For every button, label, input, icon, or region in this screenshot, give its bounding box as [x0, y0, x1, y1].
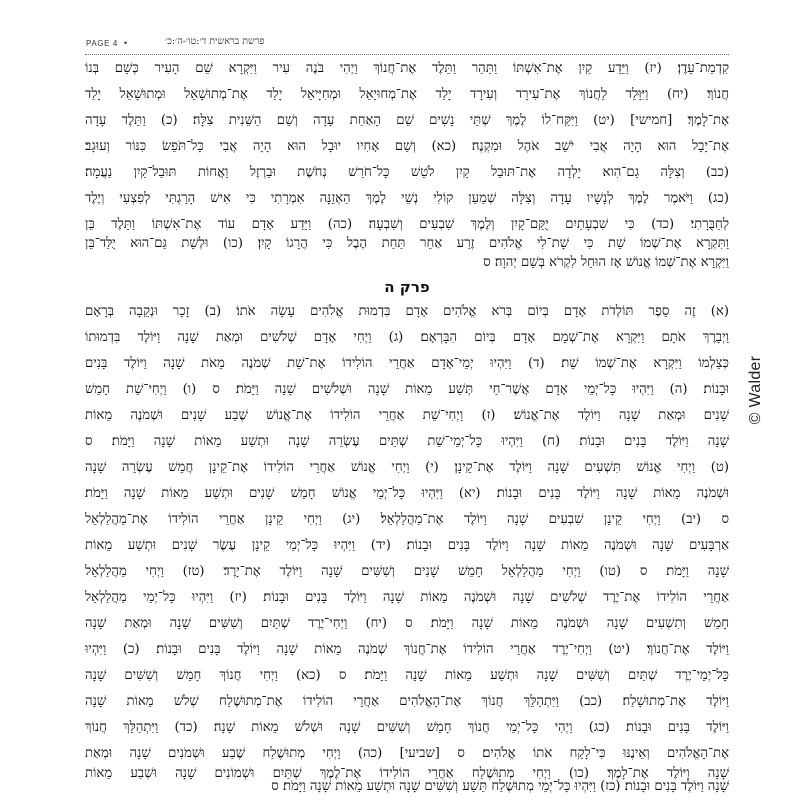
text-line: שָׁנָה וַיּוֹלֶד בָּנִים וּבָנוֹת׃ (ח) וַיִּהְיוּ כָּל־יְמֵי־שֵׁת שְׁתֵּים עֶשְׂרֵה שָׁנָה וּתְשַׁע מֵאוֹת שָׁנָה וַיָּמֹת׃ ס	[85, 434, 729, 449]
text-line: ס (יב) וַיְחִי קֵינָן שִׁבְעִים שָׁנָה וַיּוֹלֶד אֶת־מַהֲלַלְאֵל׃ (יג) וַיְחִי קֵינָן אַחֲרֵי הוֹלִידוֹ אֶת־מַהֲלַלְאֵל	[85, 512, 729, 527]
copyright-watermark	[744, 330, 768, 450]
chapter-heading: פרק ה	[384, 278, 430, 296]
text-line: וַיּוֹלֶד אֶת־חֲנוֹךְ׃ (יט) וַיְחִי־יֶרֶד אַחֲרֵי הוֹלִידוֹ אֶת־חֲנוֹךְ שְׁמֹנֶה מֵאוֹת שָׁנָה וַיּוֹלֶד בָּנִים וּבָנוֹת׃ (כ) וַיִּהְיוּ	[85, 642, 729, 657]
text-line: חָמֵשׁ וְתִשְׁעִים שָׁנָה וּשְׁמֹנֶה מֵאוֹת שָׁנָה וַיָּמֹת׃ ס (יח) וַיְחִי־יֶרֶד שְׁתַּיִם וְשִׁשִּׁים שָׁנָה וּמְאַת שָׁנָה	[85, 616, 729, 631]
text-line: שָׁנָה וַיּוֹלֶד אֶת־לָמֶךְ׃ (כו) וַיְחִי מְתוּשֶׁלַח אַחֲרֵי הוֹלִידוֹ אֶת־לֶמֶךְ שְׁתַּיִם וּשְׁמוֹנִים שָׁנָה וּשְׁבַע מֵאוֹת	[85, 766, 729, 781]
text-line: וַיּוֹלֶד בָּנִים וּבָנוֹת׃ (כג) וַיְהִי כָּל־יְמֵי חֲנוֹךְ חָמֵשׁ וְשִׁשִּׁים שָׁנָה וּשְׁלֹשׁ מֵאוֹת שָׁנָה׃ (כד) וַיִּתְהַלֵּךְ חֲנוֹךְ	[85, 720, 729, 735]
text-line: שָׁנִים וּמְאַת שָׁנָה וַיּוֹלֶד אֶת־אֱנוֹשׁ׃ (ז) וַיְחִי־שֵׁת אַחֲרֵי הוֹלִידוֹ אֶת־אֱנוֹשׁ שֶׁבַע שָׁנִים וּשְׁמֹנֶה מֵאוֹת	[85, 408, 729, 423]
text-line: וַתִּקְרָא אֶת־שְׁמוֹ שֵׁת כִּי שָׁת־לִי אֱלֹהִים זֶרַע אַחֵר תַּחַת הֶבֶל כִּי הֲרָגוֹ קָיִן׃ (כו) וּלְשֵׁת גַּם־הוּא יֻלַּד־בֵּן	[85, 236, 729, 251]
text-line: לְחַבֻּרָתִי׃ (כד) כִּי שִׁבְעָתַיִם יֻקַּם־קָיִן וְלֶמֶךְ שִׁבְעִים וְשִׁבְעָה׃ (כה) וַיֵּדַע אָדָם עוֹד אֶת־אִשְׁתּוֹ וַתֵּלֶד בֵּן	[85, 217, 729, 232]
text-line: (א) זֶה סֵפֶר תּוֹלְדֹת אָדָם בְּיוֹם בְּרֹא אֱלֹהִים אָדָם בִּדְמוּת אֱלֹהִים עָשָׂה אֹתוֹ׃ (ב) זָכָר וּנְקֵבָה בְּרָאָם	[85, 304, 729, 319]
text-line: וּבָנוֹת׃ (ה) וַיִּהְיוּ כָּל־יְמֵי אָדָם אֲשֶׁר־חַי תְּשַׁע מֵאוֹת שָׁנָה וּשְׁלֹשִׁים שָׁנָה וַיָּמֹת׃ ס (ו) וַיְחִי־שֵׁת חָמֵשׁ	[85, 382, 729, 397]
text-line: (כג) וַיֹּאמֶר לֶמֶךְ לְנָשָׁיו עָדָה וְצִלָּה שְׁמַעַן קוֹלִי נְשֵׁי לֶמֶךְ הַאְזֵנָּה אִמְרָתִי כִּי אִישׁ הָרַגְתִּי לְפִצְעִי וְיֶלֶד	[85, 191, 729, 206]
text-line: (כב) וְצִלָּה גַם־הִוא יָלְדָה אֶת־תּוּבַל קַיִן לֹטֵשׁ כָּל־חֹרֵשׁ נְחֹשֶׁת וּבַרְזֶל וַאֲחוֹת תּוּבַל־קַיִן נַעֲמָה׃	[85, 165, 729, 180]
text-line: קִדְמַת־עֵדֶן׃ (יז) וַיֵּדַע קַיִן אֶת־אִשְׁתּוֹ וַתַּהַר וַתֵּלֶד אֶת־חֲנוֹךְ וַיְהִי בֹּנֶה עִיר וַיִּקְרָא שֵׁם הָעִיר כְּשֵׁם בְּנוֹ	[85, 61, 729, 76]
text-line: וּשְׁמֹנֶה מֵאוֹת שָׁנָה וַיּוֹלֶד בָּנִים וּבָנוֹת׃ (יא) וַיִּהְיוּ כָּל־יְמֵי אֱנוֹשׁ חָמֵשׁ שָׁנִים וּתְשַׁע מֵאוֹת שָׁנָה וַיָּמֹת׃	[85, 486, 729, 501]
running-header	[85, 36, 729, 55]
text-line: כָּל־יְמֵי־יֶרֶד שְׁתַּיִם וְשִׁשִּׁים שָׁנָה וּתְשַׁע מֵאוֹת שָׁנָה וַיָּמֹת׃ ס (כא) וַיְחִי חֲנוֹךְ חָמֵשׁ וְשִׁשִּׁים שָׁנָה	[85, 668, 729, 683]
text-line: וַיּוֹלֶד אֶת־מְתוּשָׁלַח׃ (כב) וַיִּתְהַלֵּךְ חֲנוֹךְ אֶת־הָאֱלֹהִים אַחֲרֵי הוֹלִידוֹ אֶת־מְתוּשֶׁלַח שְׁלֹשׁ מֵאוֹת שָׁנָה	[85, 694, 729, 709]
text-line: וַיִּקְרָא אֶת־שְׁמוֹ אֱנוֹשׁ אָז הוּחַל לִקְרֹא בְּשֵׁם יְהוָה׃ ס	[483, 255, 729, 270]
watermark-text: © Walder	[747, 355, 764, 425]
text-line: אַרְבָּעִים שָׁנָה וּשְׁמֹנֶה מֵאוֹת שָׁנָה וַיּוֹלֶד בָּנִים וּבָנוֹת׃ (יד) וַיִּהְיוּ כָּל־יְמֵי קֵינָן עֶשֶׂר שָׁנִים וּתְשַׁע מֵאוֹת	[85, 538, 729, 553]
page-number: PAGE 4 •	[86, 38, 128, 48]
text-line: וַיְבָרֶךְ אֹתָם וַיִּקְרָא אֶת־שְׁמָם אָדָם בְּיוֹם הִבָּרְאָם׃ (ג) וַיְחִי אָדָם שְׁלֹשִׁים וּמְאַת שָׁנָה וַיּוֹלֶד בִּדְמוּתוֹ	[85, 330, 729, 345]
header-bullet: •	[123, 38, 128, 48]
text-line: חֲנוֹךְ׃ (יח) וַיִּוָּלֵד לַחֲנוֹךְ אֶת־עִירָד וְעִירָד יָלַד אֶת־מְחוּיָאֵל וּמְחִיָּיאֵל יָלַד אֶת־מְתוּשָׁאֵל וּמְתוּשָׁאֵל יָלַד	[85, 87, 729, 102]
text-line: אֶת־יָבָל הוּא הָיָה אֲבִי יֹשֵׁב אֹהֶל וּמִקְנֶה׃ (כא) וְשֵׁם אָחִיו יוּבָל הוּא הָיָה אֲבִי כָּל־תֹּפֵשׂ כִּנּוֹר וְעוּגָב׃	[85, 139, 729, 154]
running-title: פרשת בראשית ד׳:טו׳-ה׳:כ׳	[165, 36, 265, 47]
document-page	[85, 0, 729, 800]
text-line: אֶת־לָמֶךְ׃ [חמישי] (יט) וַיִּקַּח־לוֹ לֶמֶךְ שְׁתֵּי נָשִׁים שֵׁם הָאַחַת עָדָה וְשֵׁם הַשֵּׁנִית צִלָּה׃ (כ) וַתֵּלֶד עָדָה	[85, 113, 729, 128]
text-line: אֶת־הָאֱלֹהִים וְאֵינֶנּוּ כִּי־לָקַח אֹתוֹ אֱלֹהִים׃ ס [שביעי] (כה) וַיְחִי מְתוּשֶׁלַח שֶׁבַע וּשְׁמֹנִים שָׁנָה וּמְאַת	[85, 746, 729, 761]
text-line: כְּצַלְמוֹ וַיִּקְרָא אֶת־שְׁמוֹ שֵׁת׃ (ד) וַיִּהְיוּ יְמֵי־אָדָם אַחֲרֵי הוֹלִידוֹ אֶת־שֵׁת שְׁמֹנֶה מֵאֹת שָׁנָה וַיּוֹלֶד בָּנִים	[85, 356, 729, 371]
text-line: (ט) וַיְחִי אֱנוֹשׁ תִּשְׁעִים שָׁנָה וַיּוֹלֶד אֶת־קֵינָן׃ (י) וַיְחִי אֱנוֹשׁ אַחֲרֵי הוֹלִידוֹ אֶת־קֵינָן חֲמֵשׁ עֶשְׂרֵה שָׁנָה	[85, 460, 729, 475]
text-line: שָׁנָה וַיָּמֹת׃ ס (טו) וַיְחִי מַהֲלַלְאֵל חָמֵשׁ שָׁנִים וְשִׁשִּׁים שָׁנָה וַיּוֹלֶד אֶת־יָרֶד׃ (טז) וַיְחִי מַהֲלַלְאֵל	[85, 564, 729, 579]
text-line: אַחֲרֵי הוֹלִידוֹ אֶת־יֶרֶד שְׁלֹשִׁים שָׁנָה וּשְׁמֹנֶה מֵאוֹת שָׁנָה וַיּוֹלֶד בָּנִים וּבָנוֹת׃ (יז) וַיִּהְיוּ כָּל־יְמֵי מַהֲלַלְאֵל	[85, 590, 729, 605]
text-line: שָׁנָה וַיּוֹלֶד בָּנִים וּבָנוֹת׃ (כז) וַיִּהְיוּ כָּל־יְמֵי מְתוּשֶׁלַח תֵּשַׁע וְשִׁשִּׁים שָׁנָה וּתְשַׁע מֵאוֹת שָׁנָה וַיָּמֹת׃ ס	[271, 779, 729, 794]
